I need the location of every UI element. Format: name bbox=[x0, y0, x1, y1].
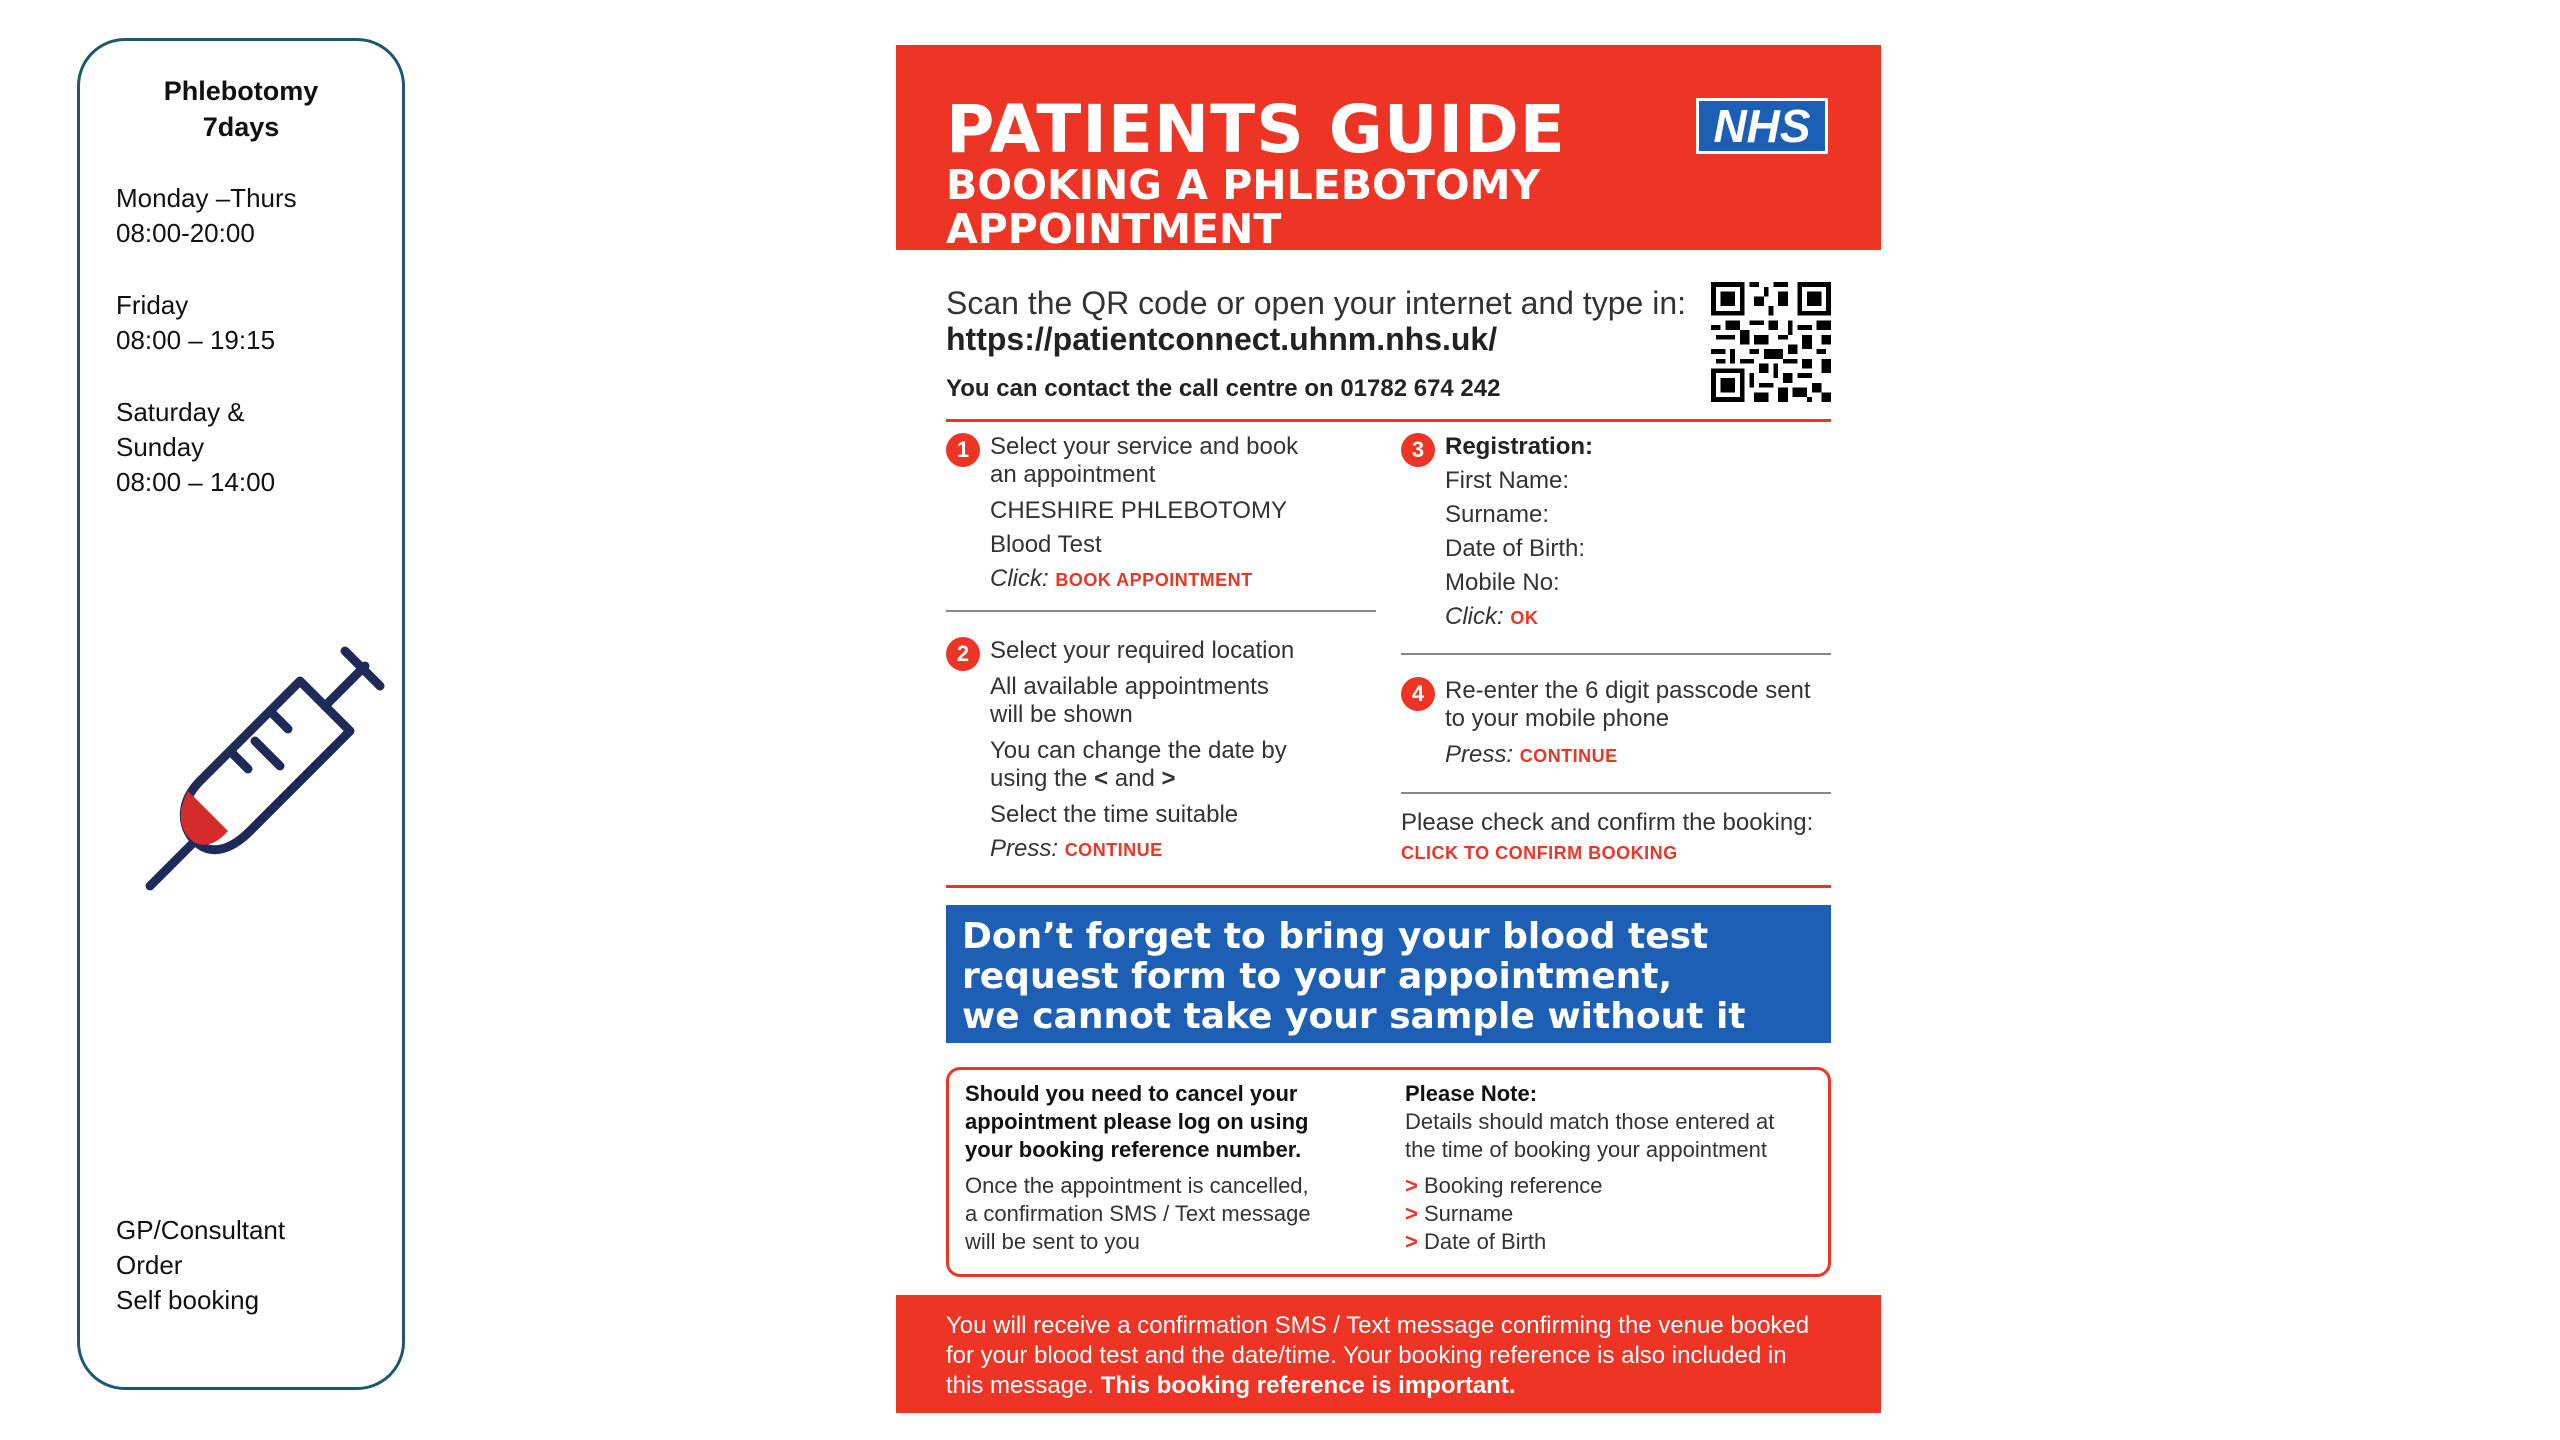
footer-line-text: this message. bbox=[946, 1372, 1095, 1399]
call-centre-text: You can contact the call centre on 01782 674 242 bbox=[946, 375, 1501, 402]
hours-friday bbox=[116, 288, 275, 358]
chevron-right-icon: > bbox=[1405, 1173, 1418, 1198]
hours-mon-thu bbox=[116, 181, 297, 251]
ok-button[interactable]: OK bbox=[1510, 608, 1539, 628]
divider bbox=[1401, 792, 1831, 794]
note-heading: Please Note: bbox=[1405, 1081, 1538, 1106]
action-label: Click: bbox=[1445, 603, 1504, 630]
action-label: Press: bbox=[990, 835, 1059, 862]
booking-info-line: Order bbox=[116, 1250, 183, 1280]
step-4 bbox=[1445, 677, 1845, 770]
step-number-1: 1 bbox=[946, 433, 980, 467]
action-label: Click: bbox=[990, 565, 1049, 592]
reminder-line: we cannot take your sample without it bbox=[962, 996, 1746, 1037]
hours-day: Saturday & bbox=[116, 397, 245, 427]
note-item-text: Surname bbox=[1423, 1201, 1514, 1226]
step-action bbox=[990, 835, 1370, 864]
confirm-booking-button[interactable]: CLICK TO CONFIRM BOOKING bbox=[1401, 843, 1678, 863]
hours-time: 08:00 – 19:15 bbox=[116, 325, 276, 355]
step-3 bbox=[1445, 433, 1845, 632]
continue-button[interactable]: CONTINUE bbox=[1064, 840, 1163, 860]
confirm-text: Please check and confirm the booking: bbox=[1401, 809, 1814, 836]
nhs-logo-text: NHS bbox=[1699, 101, 1825, 151]
booking-info-line: GP/Consultant bbox=[116, 1215, 286, 1245]
syringe-icon bbox=[110, 641, 410, 941]
step-line: You can change the date by bbox=[990, 737, 1287, 764]
continue-button[interactable]: CONTINUE bbox=[1519, 746, 1618, 766]
step-action bbox=[1445, 741, 1845, 770]
note-item bbox=[1405, 1200, 1825, 1228]
cancel-heading-line: Should you need to cancel your bbox=[965, 1081, 1298, 1106]
step-number-2: 2 bbox=[946, 637, 980, 671]
step-text: and bbox=[1114, 765, 1155, 792]
cancellation-info-box bbox=[946, 1067, 1831, 1277]
reminder-banner bbox=[946, 905, 1831, 1043]
footer-line bbox=[946, 1371, 1846, 1401]
step-heading: Select your required location bbox=[990, 637, 1295, 664]
note-item-text: Date of Birth bbox=[1423, 1229, 1547, 1254]
cancel-info bbox=[965, 1080, 1385, 1256]
step-line: will be shown bbox=[990, 701, 1133, 728]
booking-url[interactable]: https://patientconnect.uhnm.nhs.uk/ bbox=[946, 321, 1498, 357]
hours-time: 08:00-20:00 bbox=[116, 218, 255, 248]
cancel-text-line: a confirmation SMS / Text message bbox=[965, 1201, 1311, 1226]
nhs-logo bbox=[1696, 98, 1828, 154]
chevron-right-icon: > bbox=[1405, 1229, 1418, 1254]
footer-text bbox=[946, 1311, 1846, 1401]
divider bbox=[946, 419, 1831, 422]
hours-day: Monday –Thurs bbox=[116, 183, 297, 213]
booking-info-line: Self booking bbox=[116, 1285, 260, 1315]
note-item-text: Booking reference bbox=[1423, 1173, 1603, 1198]
note-text-line: Details should match those entered at bbox=[1405, 1109, 1775, 1134]
panel-title bbox=[80, 73, 402, 145]
divider bbox=[1401, 653, 1831, 655]
action-label: Press: bbox=[1445, 741, 1514, 768]
step-line: Blood Test bbox=[990, 531, 1102, 558]
scan-instruction: Scan the QR code or open your internet and type in: bbox=[946, 285, 1687, 321]
next-date-arrow[interactable]: > bbox=[1161, 765, 1176, 792]
cancel-text-line: will be sent to you bbox=[965, 1229, 1140, 1254]
cancel-heading-line: appointment please log on using bbox=[965, 1109, 1309, 1134]
confirm-section bbox=[1401, 809, 1841, 867]
reminder-line: Don’t forget to bring your blood test bbox=[962, 916, 1709, 957]
surname-field: Surname: bbox=[1445, 501, 1550, 528]
dob-field: Date of Birth: bbox=[1445, 535, 1586, 562]
hours-day: Sunday bbox=[116, 432, 205, 462]
note-item bbox=[1405, 1172, 1825, 1200]
step-2 bbox=[990, 637, 1370, 864]
prev-date-arrow[interactable]: < bbox=[1094, 765, 1109, 792]
poster-footer bbox=[896, 1295, 1881, 1413]
mobile-field: Mobile No: bbox=[1445, 569, 1560, 596]
step-action bbox=[1445, 603, 1845, 632]
poster-header bbox=[896, 45, 1881, 250]
step-number-3: 3 bbox=[1401, 433, 1435, 467]
booking-info bbox=[116, 1213, 285, 1318]
step-1 bbox=[990, 433, 1370, 594]
step-line: Select the time suitable bbox=[990, 801, 1239, 828]
step-heading: Re-enter the 6 digit passcode sent bbox=[1445, 677, 1811, 704]
poster-subtitle bbox=[946, 163, 1540, 250]
book-appointment-button[interactable]: BOOK APPOINTMENT bbox=[1055, 570, 1253, 590]
note-text-line: the time of booking your appointment bbox=[1405, 1137, 1768, 1162]
hours-day: Friday bbox=[116, 290, 189, 320]
panel-title-line2: 7days bbox=[202, 112, 280, 142]
step-heading: an appointment bbox=[990, 461, 1156, 488]
footer-line: You will receive a confirmation SMS / Text message confirming the venue booked bbox=[946, 1312, 1810, 1339]
step-heading: to your mobile phone bbox=[1445, 705, 1670, 732]
step-line bbox=[990, 765, 1370, 793]
step-text: using the bbox=[990, 765, 1088, 792]
step-line: CHESHIRE PHLEBOTOMY bbox=[990, 497, 1287, 524]
opening-hours-panel bbox=[77, 38, 405, 1390]
panel-title-line1: Phlebotomy bbox=[163, 76, 319, 106]
step-action bbox=[990, 565, 1370, 594]
divider bbox=[946, 885, 1831, 888]
reminder-text bbox=[962, 917, 1746, 1037]
step-heading: Select your service and book bbox=[990, 433, 1299, 460]
hours-time: 08:00 – 14:00 bbox=[116, 467, 276, 497]
divider bbox=[946, 610, 1376, 612]
poster-subtitle-line2: APPOINTMENT bbox=[946, 205, 1282, 250]
cancel-heading-line: your booking reference number. bbox=[965, 1137, 1302, 1162]
step-number-4: 4 bbox=[1401, 677, 1435, 711]
poster-title: PATIENTS GUIDE bbox=[946, 91, 1566, 168]
first-name-field: First Name: bbox=[1445, 467, 1570, 494]
qr-code-icon[interactable] bbox=[1711, 282, 1831, 402]
note-info bbox=[1405, 1080, 1825, 1256]
patients-guide-poster bbox=[896, 45, 1881, 1413]
cancel-text-line: Once the appointment is cancelled, bbox=[965, 1173, 1309, 1198]
footer-line: for your blood test and the date/time. Your booking reference is also included in bbox=[946, 1342, 1787, 1369]
footer-important: This booking reference is important. bbox=[1100, 1372, 1516, 1399]
chevron-right-icon: > bbox=[1405, 1201, 1418, 1226]
hours-weekend bbox=[116, 395, 275, 500]
poster-subtitle-line1: BOOKING A PHLEBOTOMY bbox=[946, 161, 1541, 209]
step-line: All available appointments bbox=[990, 673, 1269, 700]
note-item bbox=[1405, 1228, 1825, 1256]
reminder-line: request form to your appointment, bbox=[962, 956, 1673, 997]
step-heading: Registration: bbox=[1445, 433, 1594, 460]
